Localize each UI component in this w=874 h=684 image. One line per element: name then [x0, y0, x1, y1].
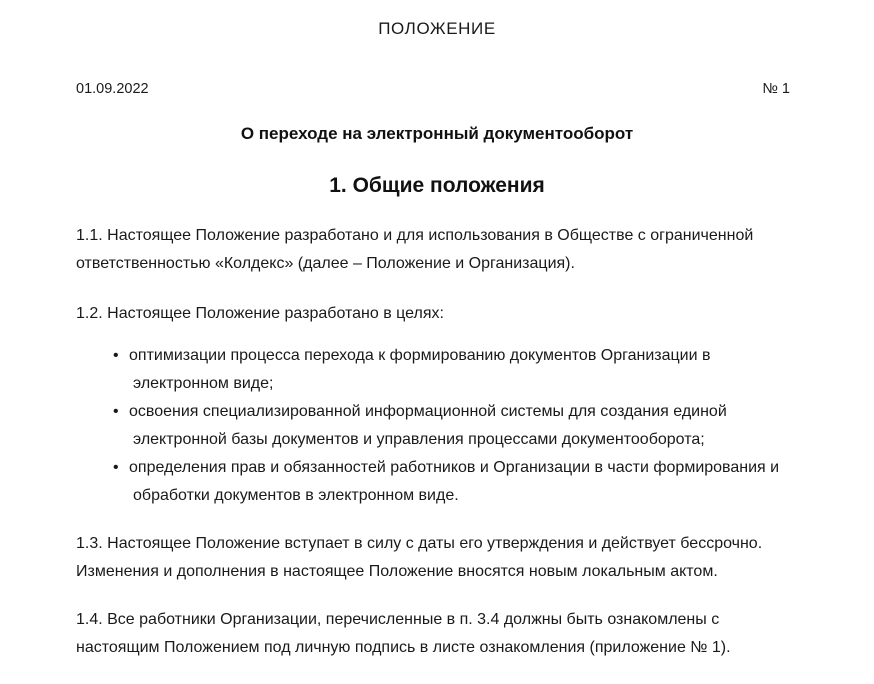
bullet-icon: •	[113, 347, 119, 364]
clause-1-1: 1.1. Настоящее Положение разработано и для использования в Обществе с ограниченной ответственностью «Колдекс» (далее – Положение и Организация).	[76, 227, 754, 272]
document-number: № 1	[762, 81, 790, 97]
bullet-icon: •	[113, 459, 119, 476]
clause-1-2: 1.2. Настоящее Положение разработано в целях:	[76, 305, 444, 322]
list-item	[76, 454, 790, 510]
list-item-label: освоения специализированной информационной системы для создания единой электронной базы документов и управления процессами документооборота;	[129, 403, 727, 448]
list-item-label: определения прав и обязанностей работников и Организации в части формирования и обработки документов в электронном виде.	[129, 459, 780, 504]
list-item	[76, 398, 790, 454]
section-heading-general-provisions: 1. Общие положения	[329, 174, 545, 197]
bullet-icon: •	[113, 403, 119, 420]
document-subject: О переходе на электронный документооборот	[240, 124, 634, 143]
clause-1-4: 1.4. Все работники Организации, перечисленные в п. 3.4 должны быть ознакомлены с настоящим Положением под личную подпись в листе ознакомления (приложение № 1).	[76, 611, 731, 656]
clause-1-3: 1.3. Настоящее Положение вступает в силу с даты его утверждения и действует бессрочно. Изменения и дополнения в настоящее Положение вносятся новым локальным актом.	[76, 535, 763, 580]
list-item	[76, 342, 790, 398]
document-meta-row	[0, 40, 874, 99]
list-item-label: оптимизации процесса перехода к формированию документов Организации в электронном виде;	[129, 347, 711, 392]
document-title: ПОЛОЖЕНИЕ	[378, 19, 496, 38]
goals-list	[76, 328, 790, 510]
document-date: 01.09.2022	[76, 81, 149, 97]
document-body	[0, 200, 874, 662]
